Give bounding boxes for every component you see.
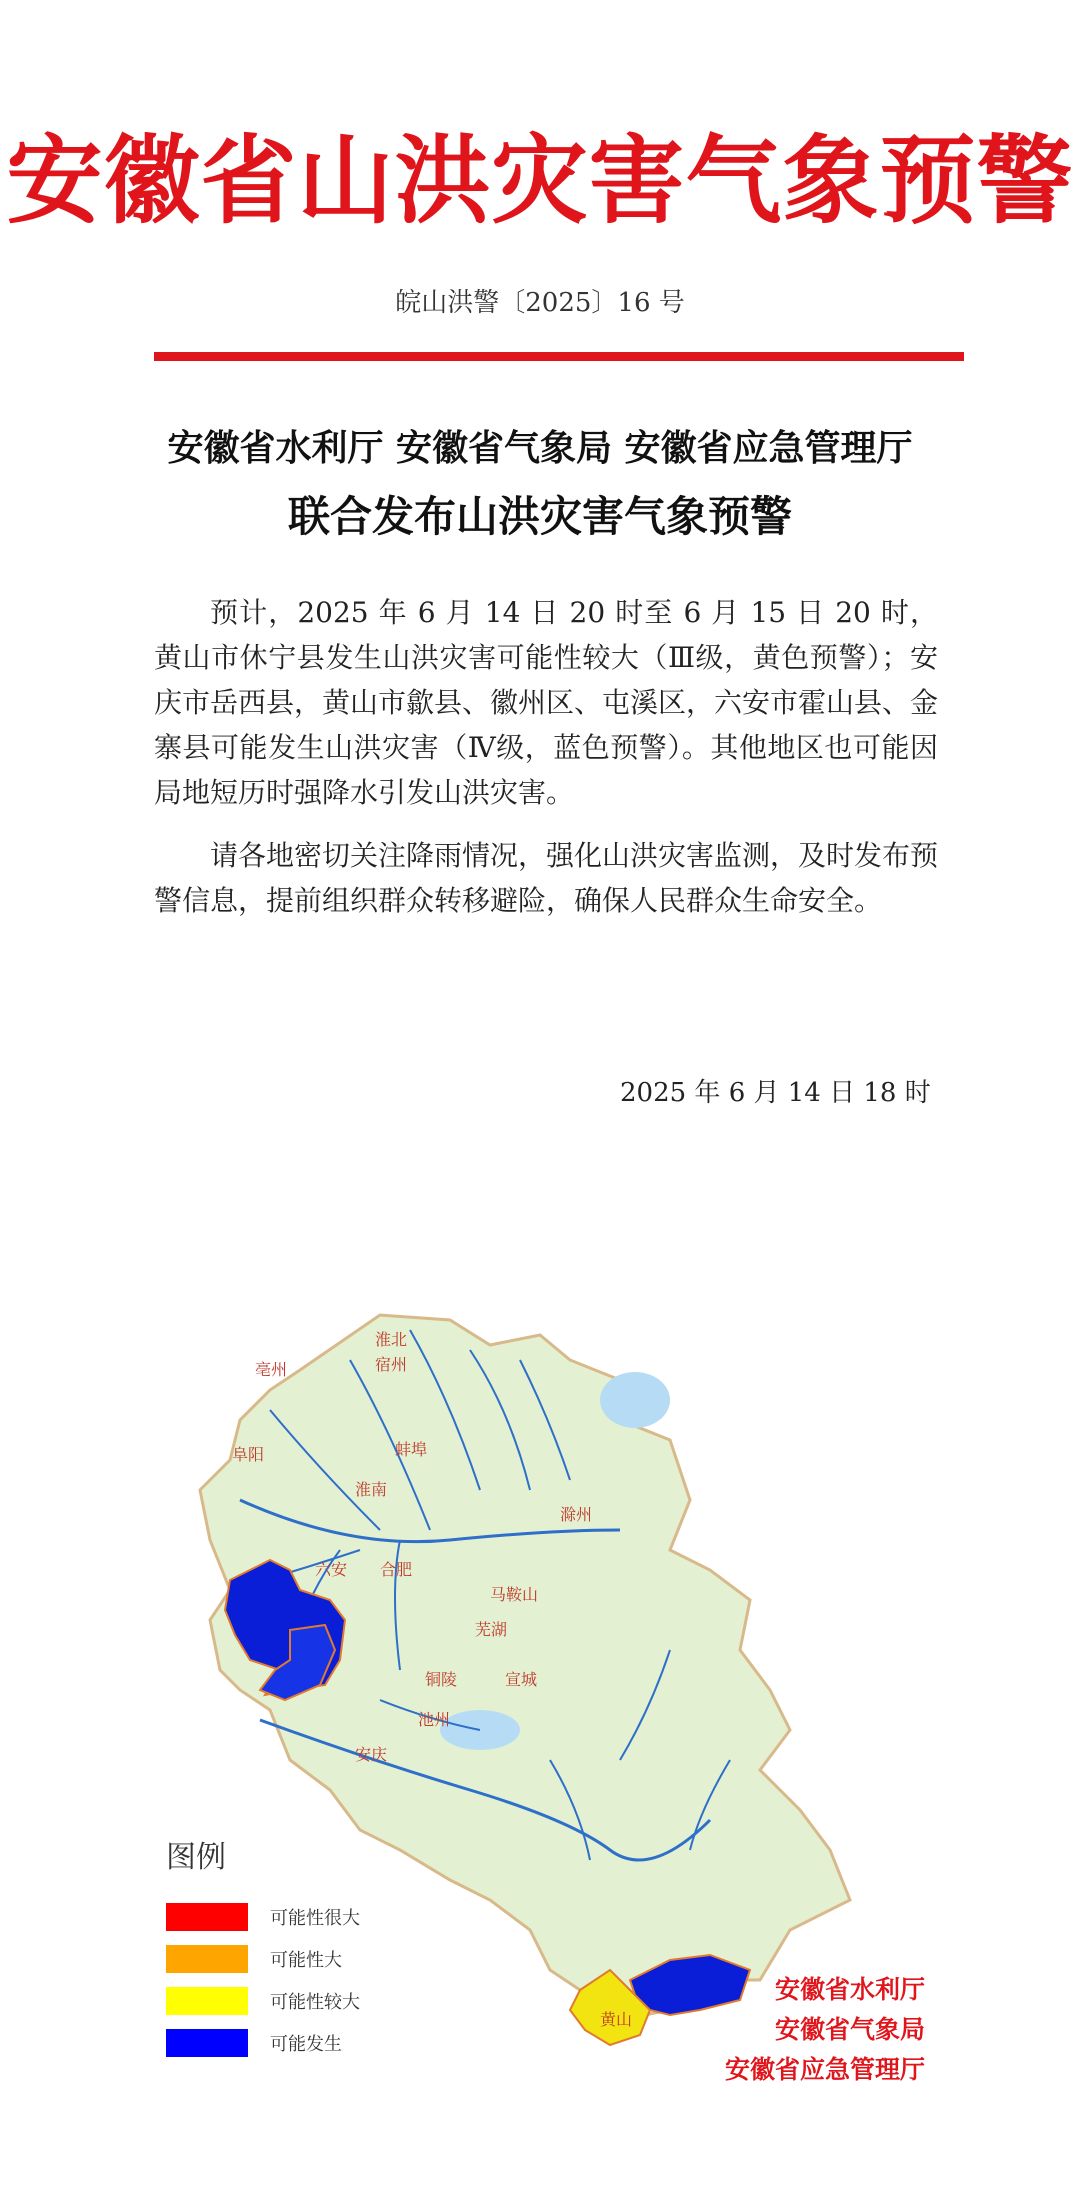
forecast-paragraph: 预计，2025 年 6 月 14 日 20 时至 6 月 15 日 20 时，黄山市休宁县发生山洪灾害可能性较大（Ⅲ级，黄色预警）；安庆市岳西县，黄山市歙县、徽州区、屯溪区，六安市霍山县、金寨县可能发生山洪灾害（Ⅳ级，蓝色预警）。其他地区也可能因局地短历时强降水引发山洪灾害。	[154, 596, 939, 809]
legend-swatch-very-high	[166, 1903, 248, 1931]
legend-label: 可能发生	[270, 2034, 342, 2055]
signer-water-resources: 安徽省水利厅	[774, 1975, 925, 2004]
legend-title: 图例	[166, 1840, 226, 1875]
issue-date: 2025 年 6 月 14 日 18 时	[620, 1078, 931, 1108]
warning-headline: 联合发布山洪灾害气象预警	[287, 492, 792, 541]
city-label: 滁州	[560, 1505, 593, 1524]
city-label: 蚌埠	[395, 1440, 428, 1459]
city-label: 淮北	[375, 1330, 408, 1349]
red-divider	[154, 352, 964, 361]
signer-emergency-management: 安徽省应急管理厅	[724, 2055, 925, 2084]
instruction-paragraph: 请各地密切关注降雨情况，强化山洪灾害监测，及时发布预警信息，提前组织群众转移避险，确保人民群众生命安全。	[154, 839, 939, 917]
masthead-title: 安徽省山洪灾害气象预警	[6, 124, 1074, 237]
city-label: 亳州	[255, 1360, 288, 1379]
city-label: 芜湖	[475, 1620, 508, 1639]
legend-swatch-possible	[166, 2029, 248, 2057]
city-label: 铜陵	[425, 1670, 458, 1689]
document-number: 皖山洪警〔2025〕16 号	[395, 288, 685, 318]
issuing-agencies: 安徽省水利厅 安徽省气象局 安徽省应急管理厅	[167, 427, 913, 469]
legend-item	[166, 1896, 406, 1938]
city-label: 六安	[315, 1560, 348, 1579]
legend-swatch-high	[166, 1945, 248, 1973]
hongze-lake	[600, 1372, 670, 1428]
legend-item	[166, 1938, 406, 1980]
city-label: 宿州	[375, 1355, 408, 1374]
legend-item	[166, 2022, 406, 2064]
map-signers	[725, 1970, 925, 2090]
body-text	[154, 590, 938, 941]
legend-label: 可能性很大	[270, 1908, 360, 1929]
map-legend	[166, 1832, 406, 2064]
city-label: 合肥	[380, 1560, 413, 1579]
legend-item	[166, 1980, 406, 2022]
city-label: 阜阳	[232, 1445, 265, 1464]
legend-label: 可能性较大	[270, 1992, 360, 2013]
legend-swatch-relatively-high	[166, 1987, 248, 2015]
city-label: 宣城	[505, 1670, 538, 1689]
city-label: 淮南	[355, 1480, 388, 1499]
city-label: 安庆	[355, 1745, 388, 1764]
signer-meteorological: 安徽省气象局	[774, 2015, 925, 2044]
city-label: 黄山	[600, 2010, 633, 2029]
legend-label: 可能性大	[270, 1950, 342, 1971]
city-label: 池州	[418, 1710, 451, 1729]
city-label: 马鞍山	[490, 1585, 539, 1604]
